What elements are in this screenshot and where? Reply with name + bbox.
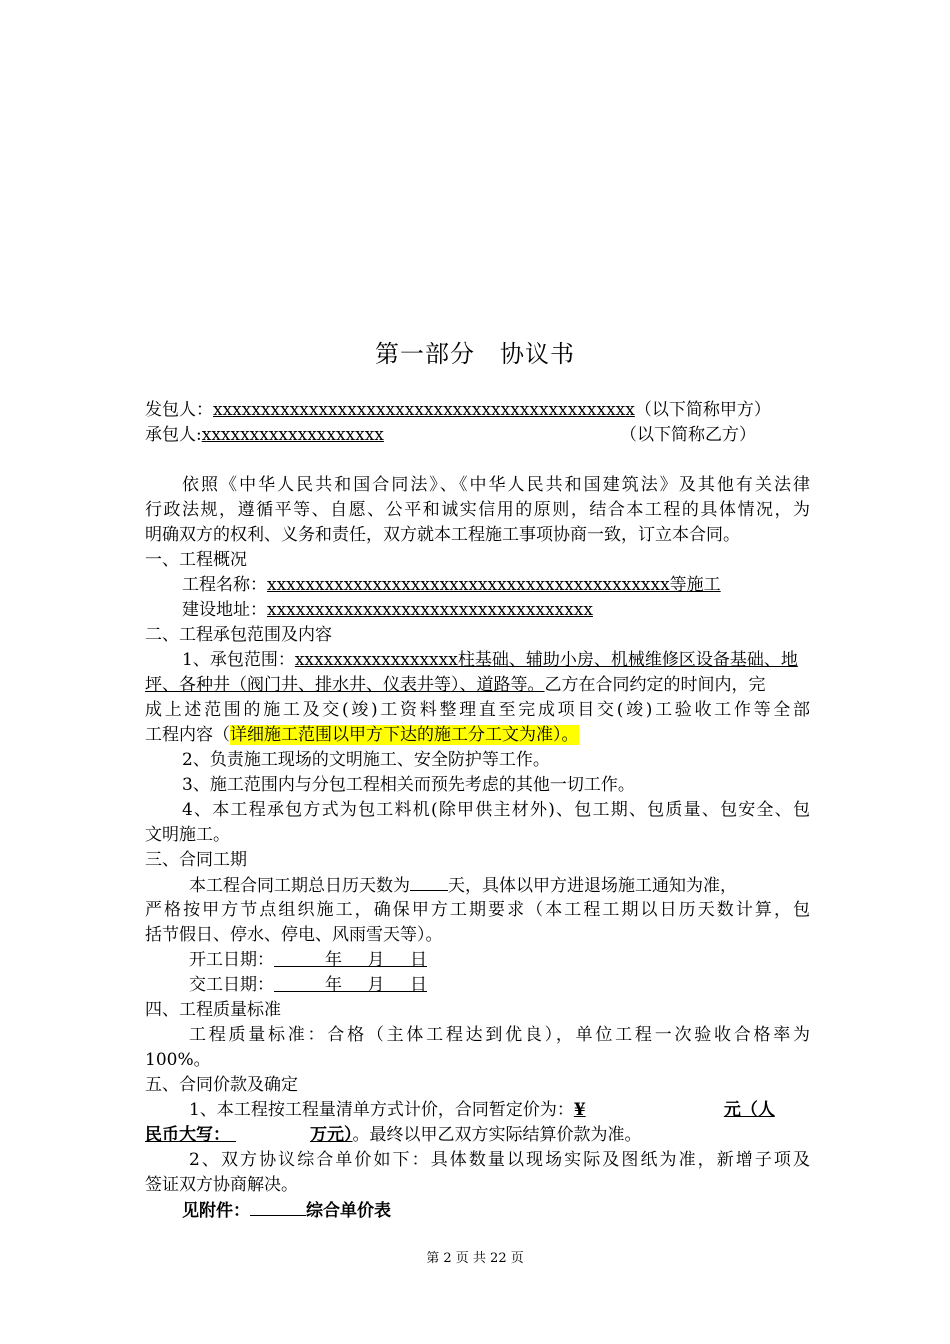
duration-text-b: 天，具体以甲方进退场施工通知为准， <box>448 876 737 896</box>
attachment-name: 综合单价表 <box>306 1201 391 1221</box>
price-text: 1、本工程按工程量清单方式计价，合同暂定价为： <box>189 1100 574 1120</box>
scope-highlight: 详细施工范围以甲方下达的施工分工文为准）。 <box>230 725 579 745</box>
duration-days-blank <box>410 873 448 891</box>
section-heading-2: 二、工程承包范围及内容 <box>145 625 332 645</box>
start-date-field <box>274 950 427 970</box>
start-month-label: 月 <box>367 950 385 970</box>
project-name-label: 工程名称： <box>182 575 267 595</box>
page-footer: 第 2 页 共 22 页 <box>426 1251 524 1266</box>
project-name-line <box>182 573 810 597</box>
scope-line-4 <box>145 723 810 747</box>
start-day-label: 日 <box>410 950 427 970</box>
capital-amount-label: 民币大写： <box>145 1125 230 1145</box>
scope-line-2 <box>145 673 810 697</box>
price-amount-field <box>574 1098 724 1122</box>
attachment-line <box>182 1198 810 1223</box>
scope-text-4: 工程内容（ <box>145 725 230 745</box>
scope-item-3: 3、施工范围内与分包工程相关而预先考虑的其他一切工作。 <box>182 775 635 795</box>
scope-item-2: 2、负责施工现场的文明施工、安全防护等工作。 <box>182 750 550 770</box>
intro-line-1: 依照《中华人民共和国合同法》、《中华人民共和国建筑法》及其他有关法律 <box>182 475 810 495</box>
scope-line-1 <box>182 648 810 672</box>
unit-price-line-2: 签证双方协商解决。 <box>145 1175 298 1195</box>
project-name-value: xxxxxxxxxxxxxxxxxxxxxxxxxxxxxxxxxxxxxxxxxx等施工 <box>267 575 721 595</box>
scope-line-3: 成上述范围的施工及交(竣)工资料整理直至完成项目交(竣)工验收工作等全部 <box>145 700 810 720</box>
page-title: 第一部分 协议书 <box>375 340 575 368</box>
price-unit: 元（人 <box>723 1100 775 1120</box>
quality-line-2: 100%。 <box>145 1050 211 1070</box>
attachment-blank <box>250 1198 306 1216</box>
end-date-label: 交工日期： <box>189 975 274 995</box>
project-address-value: xxxxxxxxxxxxxxxxxxxxxxxxxxxxxxxxxx <box>267 600 593 620</box>
scope-label: 1、承包范围： <box>182 650 295 670</box>
contractor-value: xxxxxxxxxxxxxxxxxxx <box>201 425 384 445</box>
capital-amount-blank <box>230 1123 310 1147</box>
section-heading-3: 三、合同工期 <box>145 850 247 870</box>
attachment-label: 见附件： <box>182 1201 250 1221</box>
unit-price-line-1: 2、双方协议综合单价如下：具体数量以现场实际及图纸为准，新增子项及 <box>189 1150 810 1170</box>
contractor-label: 承包人: <box>145 425 202 445</box>
duration-line-1 <box>189 873 810 898</box>
intro-line-2: 行政法规，遵循平等、自愿、公平和诚实信用的原则，结合本工程的具体情况，为 <box>145 500 810 520</box>
price-settlement-text: 。最终以甲乙双方实际结算价款为准。 <box>352 1125 642 1145</box>
yuan-symbol: ¥ <box>573 1100 586 1120</box>
scope-text-2: 乙方在合同约定的时间内，完 <box>544 675 766 695</box>
section-heading-1: 一、工程概况 <box>145 550 247 570</box>
employer-value: xxxxxxxxxxxxxxxxxxxxxxxxxxxxxxxxxxxxxxxxxxxx <box>213 400 635 420</box>
intro-line-3: 明确双方的权利、义务和责任，双方就本工程施工事项协商一致，订立本合同。 <box>145 525 740 545</box>
scope-item-4-line-1: 4、本工程承包方式为包工料机(除甲供主材外)、包工期、包质量、包安全、包 <box>182 800 810 820</box>
start-year-label: 年 <box>325 950 342 970</box>
employer-note: （以下简称甲方） <box>634 400 771 420</box>
quality-line-1: 工程质量标准：合格（主体工程达到优良），单位工程一次验收合格率为 <box>189 1025 810 1045</box>
start-date-line <box>189 948 810 972</box>
scope-item-4-line-2: 文明施工。 <box>145 825 230 845</box>
scope-value-1: xxxxxxxxxxxxxxxxx柱基础、辅助小房、机械维修区设备基础、地 <box>294 650 798 670</box>
section-heading-5: 五、合同价款及确定 <box>145 1075 298 1095</box>
capital-amount-unit: 万元） <box>310 1125 353 1145</box>
project-address-line <box>182 598 810 622</box>
end-date-field <box>274 975 427 995</box>
end-date-line <box>189 973 810 997</box>
duration-line-2: 严格按甲方节点组织施工，确保甲方工期要求（本工程工期以日历天数计算，包 <box>145 900 810 920</box>
duration-line-3: 括节假日、停水、停电、风雨雪天等）。 <box>145 925 443 945</box>
end-day-label: 日 <box>410 975 427 995</box>
end-month-label: 月 <box>367 975 385 995</box>
project-address-label: 建设地址： <box>182 600 267 620</box>
contractor-line <box>145 423 810 447</box>
contractor-note: （以下简称乙方） <box>620 425 756 445</box>
scope-value-2: 坪、各种井（阀门井、排水井、仪表井等）、道路等。 <box>145 675 545 695</box>
price-line-2 <box>145 1123 810 1147</box>
start-date-label: 开工日期： <box>189 950 274 970</box>
duration-text-a: 本工程合同工期总日历天数为 <box>189 876 410 896</box>
end-year-label: 年 <box>325 975 342 995</box>
employer-label: 发包人： <box>145 400 213 420</box>
employer-line <box>145 398 810 422</box>
section-heading-4: 四、工程质量标准 <box>145 1000 281 1020</box>
price-line-1 <box>189 1098 810 1122</box>
